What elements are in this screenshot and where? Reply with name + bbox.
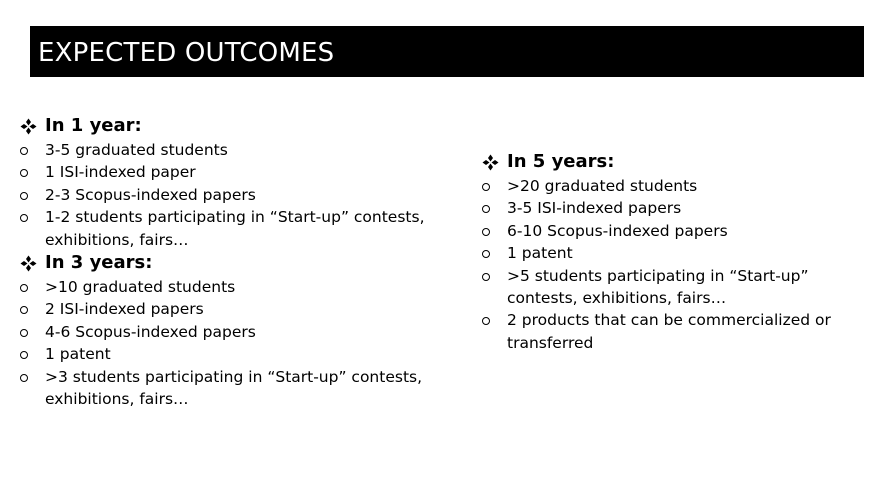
section-heading [20,114,430,138]
list-item [20,366,430,411]
item-text: 2 products that can be commercialized or transferred [507,311,831,352]
circle-bullet-icon [482,273,490,281]
four-diamond-bullet-icon [20,118,37,135]
item-text: 1 patent [507,244,573,263]
list-item [482,242,877,264]
item-text: 3-5 ISI-indexed papers [507,199,682,218]
list-item [482,309,877,354]
outcome-list [20,276,430,410]
outcome-list [20,139,430,251]
item-text: 1 patent [45,345,111,364]
circle-bullet-icon [20,284,28,292]
list-item [482,197,877,219]
list-item [20,161,430,183]
circle-bullet-icon [482,250,490,258]
item-text: >3 students participating in “Start-up” contests, exhibitions, fairs… [45,367,423,409]
circle-bullet-icon [20,306,28,314]
section-title: In 5 years: [507,151,615,172]
item-text: 2-3 Scopus-indexed papers [45,185,256,204]
item-text: 1 ISI-indexed paper [45,163,196,182]
list-item [482,220,877,242]
outcome-list [482,175,877,354]
circle-bullet-icon [20,374,28,382]
section-heading [20,251,430,275]
item-text: >5 students participating in “Start-up” contests, exhibitions, fairs… [507,266,809,308]
item-text: 3-5 graduated students [45,141,228,159]
list-item [482,175,877,197]
item-text: >20 graduated students [507,177,698,195]
item-text: >10 graduated students [45,278,236,297]
slide-title: EXPECTED OUTCOMES [38,38,335,68]
section-title: In 1 year: [45,115,142,136]
four-diamond-bullet-icon [482,154,499,171]
list-item [20,298,430,320]
item-text: 6-10 Scopus-indexed papers [507,221,728,240]
circle-bullet-icon [20,329,28,337]
circle-bullet-icon [20,147,28,155]
list-item [20,206,430,251]
section-3-years [20,251,430,410]
circle-bullet-icon [482,228,490,236]
list-item [20,321,430,343]
circle-bullet-icon [482,205,490,213]
circle-bullet-icon [20,169,28,177]
item-text: 2 ISI-indexed papers [45,300,204,319]
circle-bullet-icon [482,183,490,191]
circle-bullet-icon [20,192,28,200]
item-text: 1-2 students participating in “Start-up” contests, exhibitions, fairs… [45,208,425,249]
four-diamond-bullet-icon [20,255,37,272]
left-column [20,114,430,410]
item-text: 4-6 Scopus-indexed papers [45,322,256,341]
list-item [20,276,430,298]
section-1-year [20,114,430,251]
title-bar [30,26,864,77]
section-5-years [482,150,877,354]
section-heading [482,150,877,174]
circle-bullet-icon [20,214,28,222]
list-item [20,184,430,206]
list-item [20,343,430,365]
circle-bullet-icon [20,351,28,359]
list-item [482,265,877,310]
right-column [482,150,877,354]
list-item [20,139,430,161]
section-title: In 3 years: [45,252,153,274]
circle-bullet-icon [482,317,490,325]
